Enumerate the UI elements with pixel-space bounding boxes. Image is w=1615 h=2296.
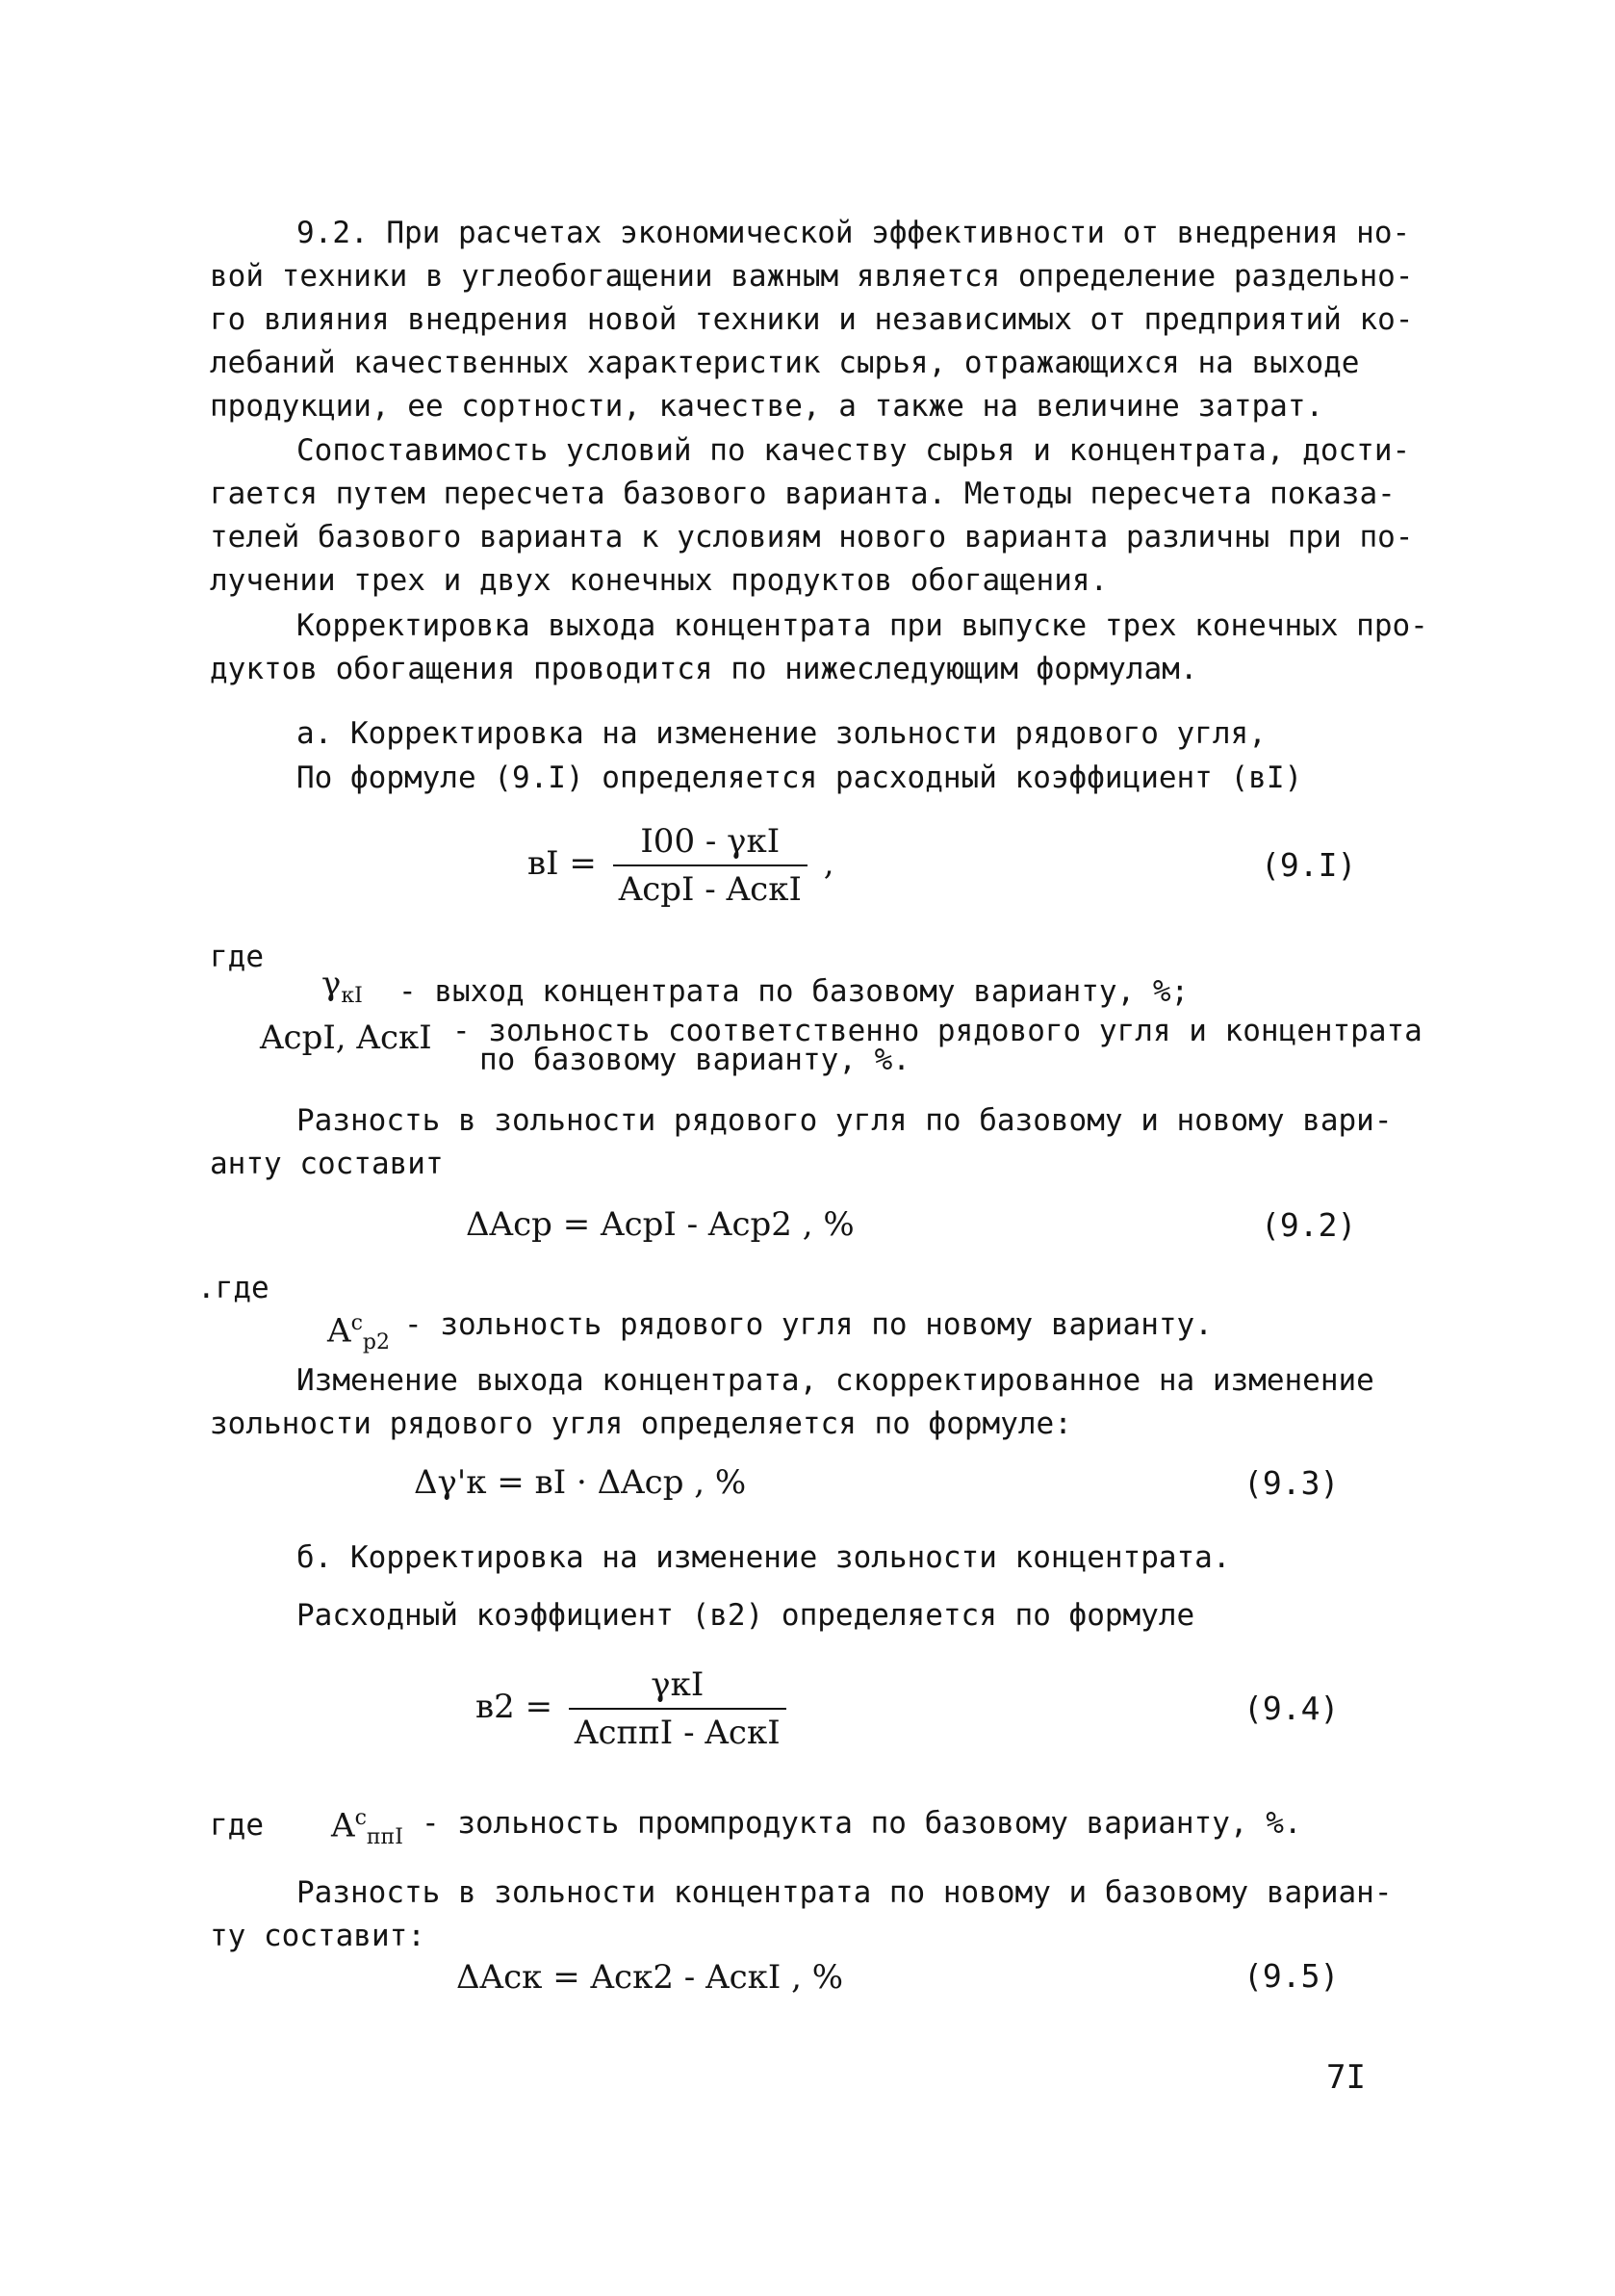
- equation-number-9-4: (9.4): [1243, 1690, 1340, 1727]
- ash-symbol-ppi: $A^c_{ппI}$: [331, 1806, 403, 1850]
- formula-9-1: вI = $\frac{\text{I00 - γкI}}{\text{AcpI - AcкI}}$ ,: [527, 822, 834, 909]
- text-line: лебаний качественных характеристик сырья, отражающихся на выходе: [210, 346, 1360, 380]
- text-line: гается путем пересчета базового варианта. Методы пересчета показа-: [210, 477, 1396, 511]
- ash-symbol-p2: $A^c_{p2}$: [327, 1311, 390, 1355]
- item-a-title: а. Корректировка на изменение зольности рядового угля,: [296, 716, 1267, 751]
- fraction-denominator: [569, 1710, 786, 1754]
- ash-symbols: AcpI, AcкI: [260, 1019, 432, 1057]
- minus-sign: -: [705, 870, 716, 909]
- formula-9-2: ΔAcp = AcpI - Acp2 , %: [466, 1205, 855, 1244]
- text-line: телей базового варианта к условиям нового варианта различны при по-: [210, 520, 1414, 555]
- ash-symbol: AcппI: [574, 1714, 674, 1752]
- fraction: [569, 1664, 786, 1754]
- equation-number-9-2: (9.2): [1261, 1206, 1357, 1244]
- gamma-symbol: $\gamma_{кI}$: [321, 965, 363, 1008]
- text-line: анту составит: [210, 1147, 444, 1181]
- def-gamma: - выход концентрата по базовому варианту, %;: [398, 974, 1190, 1009]
- text-line: дуктов обогащения проводится по нижеследующим формулам.: [210, 652, 1198, 686]
- ash-symbol: AcpI: [618, 870, 695, 909]
- text-line: лучении трех и двух конечных продуктов обогащения.: [210, 563, 1109, 598]
- fraction: [613, 820, 808, 911]
- paragraph-diff-raw: [210, 1099, 1392, 1186]
- item-a-intro: По формуле (9.I) определяется расходный коэффициент (вI): [296, 761, 1303, 795]
- formula-lhs: вI: [527, 844, 559, 883]
- text-line: продукции, ее сортности, качестве, а также на величине затрат.: [210, 389, 1324, 424]
- text-line: го влияния внедрения новой техники и независимых от предприятий ко-: [210, 302, 1414, 337]
- text-line: по базовому варианту, %.: [479, 1043, 910, 1077]
- def-appi: - зольность промпродукта по базовому варианту, %.: [422, 1806, 1302, 1841]
- fraction-numerator: γкI: [569, 1664, 786, 1710]
- equation-number-9-1: (9.I): [1261, 846, 1357, 884]
- text-line: - зольность соответственно рядового угля и концентрата: [452, 1014, 1423, 1048]
- comma: ,: [823, 844, 834, 883]
- equation-number-9-3: (9.3): [1243, 1464, 1340, 1502]
- text-line: Корректировка выхода концентрата при выпуске трех конечных про-: [296, 608, 1428, 643]
- where-label: .где: [197, 1271, 269, 1305]
- ash-symbol: AcкI: [705, 1714, 781, 1752]
- minus-sign: -: [683, 1714, 695, 1752]
- where-label: где: [210, 1808, 264, 1843]
- def-ash: [452, 1014, 1423, 1077]
- formula-9-5: ΔAcк = Acк2 - AcкI , %: [456, 1958, 844, 1997]
- paragraph-diff-conc: [210, 1871, 1392, 1958]
- paragraph-comparability: [210, 429, 1413, 603]
- text-line: ту составит:: [210, 1919, 425, 1953]
- page-number: 7I: [1326, 2058, 1366, 2097]
- formula-9-3: Δγ'к = вI · ΔAcp , %: [414, 1463, 747, 1502]
- paragraph-change-yield: [210, 1359, 1374, 1446]
- text-line: зольности рядового угля определяется по формуле:: [210, 1406, 1072, 1441]
- formula-9-4: в2 = $\frac{\text{γкI}}{\text{AcппI - AcкI}}$: [475, 1664, 792, 1754]
- equation-number-9-5: (9.5): [1243, 1957, 1340, 1995]
- text-line: Сопоставимость условий по качеству сырья и концентрата, дости-: [296, 433, 1411, 468]
- text-line: Разность в зольности концентрата по новому и базовому вариан-: [296, 1875, 1393, 1910]
- where-label: где: [210, 940, 264, 974]
- ash-symbol: AcкI: [726, 870, 802, 909]
- text-line: 9.2. При расчетах экономической эффективности от внедрения но-: [296, 216, 1411, 250]
- fraction-denominator: [613, 866, 808, 911]
- item-b-title: б. Корректировка на изменение зольности концентрата.: [296, 1540, 1231, 1575]
- paragraph-9-2: [210, 212, 1413, 428]
- item-b-intro: Расходный коэффициент (в2) определяется по формуле: [296, 1598, 1195, 1633]
- text-line: Разность в зольности рядового угля по базовому и новому вари-: [296, 1103, 1393, 1138]
- fraction-numerator: I00 - γкI: [613, 820, 808, 866]
- paragraph-correction: [210, 605, 1428, 691]
- formula-lhs: в2: [475, 1688, 515, 1726]
- text-line: вой техники в углеобогащении важным является определение раздельно-: [210, 259, 1414, 294]
- def-ap2: - зольность рядового угля по новому варианту.: [404, 1307, 1213, 1342]
- text-line: Изменение выхода концентрата, скорректированное на изменение: [296, 1363, 1374, 1398]
